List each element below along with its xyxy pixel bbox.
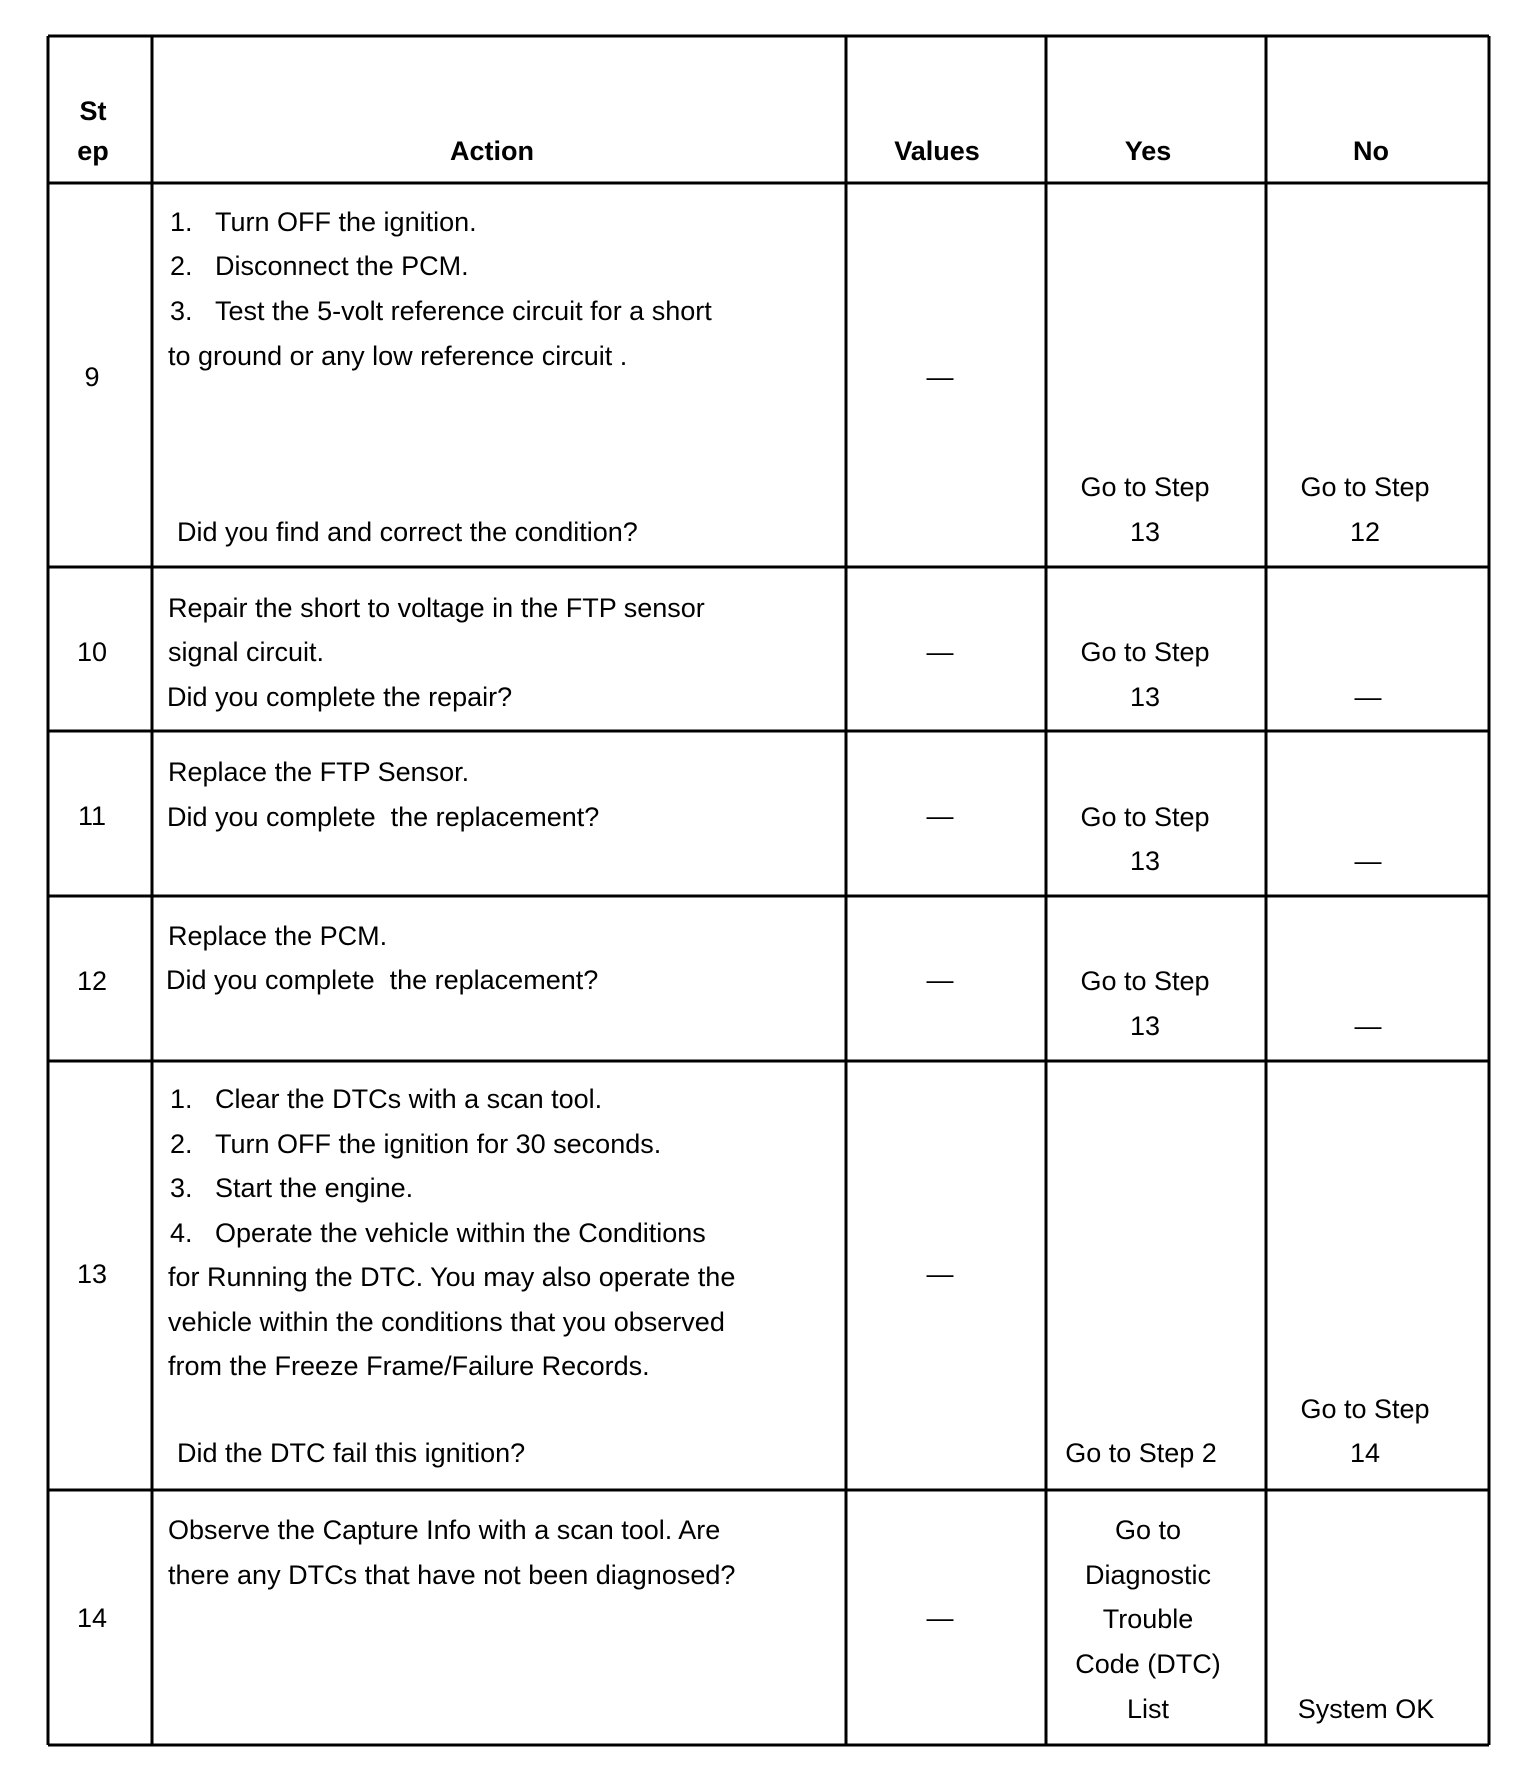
row-9-action-line: 1. Turn OFF the ignition.: [170, 207, 477, 237]
header-yes: Yes: [1124, 136, 1172, 166]
row-13-action-line: 3. Start the engine.: [170, 1173, 414, 1203]
row-14-yes-line: List: [1126, 1694, 1170, 1724]
header-no: No: [1353, 136, 1389, 166]
row-9-action-line: 3. Test the 5-volt reference circuit for a short: [170, 296, 712, 326]
row-13-action-line: for Running the DTC. You may also operate the: [168, 1262, 736, 1292]
row-13-no-line: Go to Step: [1300, 1394, 1430, 1424]
row-10-values: —: [926, 637, 954, 667]
row-14-yes-line: Go to: [1114, 1515, 1182, 1545]
row-12-yes-line: Go to Step: [1080, 966, 1210, 996]
row-11-values: —: [926, 801, 954, 831]
row-13-no-line: 14: [1349, 1438, 1381, 1468]
row-9-yes-line: 13: [1129, 517, 1161, 547]
header-values: Values: [894, 136, 980, 166]
row-11-action-line: Replace the FTP Sensor.: [168, 757, 470, 787]
row-14-action-line: there any DTCs that have not been diagnosed?: [168, 1560, 736, 1590]
row-10-action-line: Did you complete the repair?: [167, 682, 513, 712]
header-action: Action: [450, 136, 534, 166]
row-13-step: 13: [76, 1259, 108, 1289]
row-11-yes-line: 13: [1129, 846, 1161, 876]
row-11-yes-line: Go to Step: [1080, 802, 1210, 832]
row-10-yes-line: Go to Step: [1080, 637, 1210, 667]
row-14-action-line: Observe the Capture Info with a scan tool. Are: [168, 1515, 721, 1545]
row-14-values: —: [926, 1603, 954, 1633]
row-14-step: 14: [76, 1603, 108, 1633]
row-14-yes-line: Trouble: [1102, 1604, 1194, 1634]
row-12-no: —: [1354, 1011, 1382, 1041]
row-13-yes: Go to Step 2: [1065, 1438, 1217, 1468]
row-10-step: 10: [76, 637, 108, 667]
row-14-no: System OK: [1297, 1694, 1435, 1724]
row-9-values: —: [926, 362, 954, 392]
row-10-yes-line: 13: [1129, 682, 1161, 712]
header-step-line1: St: [79, 96, 107, 126]
row-13-values: —: [926, 1259, 954, 1289]
row-13-action-line: 2. Turn OFF the ignition for 30 seconds.: [170, 1129, 662, 1159]
row-11-no: —: [1354, 846, 1382, 876]
row-12-step: 12: [76, 966, 108, 996]
row-10-no: —: [1354, 682, 1382, 712]
row-9-no-line: Go to Step: [1300, 472, 1430, 502]
row-10-action-line: Repair the short to voltage in the FTP sensor: [168, 593, 705, 623]
row-9-action-line: 2. Disconnect the PCM.: [170, 251, 469, 281]
row-13-action-line: vehicle within the conditions that you observed: [168, 1307, 725, 1337]
row-13-action-line: 4. Operate the vehicle within the Conditions: [170, 1218, 706, 1248]
row-13-action-line: 1. Clear the DTCs with a scan tool.: [170, 1084, 603, 1114]
row-13-action-line: from the Freeze Frame/Failure Records.: [168, 1351, 650, 1381]
header-step-line2: ep: [77, 136, 109, 166]
row-12-action-line: Did you complete the replacement?: [166, 965, 599, 995]
row-9-question: Did you find and correct the condition?: [177, 517, 638, 547]
row-9-no-line: 12: [1349, 517, 1381, 547]
row-12-action-line: Replace the PCM.: [168, 921, 388, 951]
row-12-values: —: [926, 965, 954, 995]
row-14-yes-line: Code (DTC): [1075, 1649, 1221, 1679]
row-12-yes-line: 13: [1129, 1011, 1161, 1041]
row-11-action-line: Did you complete the replacement?: [167, 802, 600, 832]
row-10-action-line: signal circuit.: [168, 637, 325, 667]
row-14-yes-line: Diagnostic: [1084, 1560, 1212, 1590]
row-9-action-line: to ground or any low reference circuit .: [168, 341, 628, 371]
row-13-question: Did the DTC fail this ignition?: [177, 1438, 526, 1468]
row-9-yes-line: Go to Step: [1080, 472, 1210, 502]
row-9-step: 9: [84, 362, 100, 392]
row-11-step: 11: [77, 801, 107, 831]
